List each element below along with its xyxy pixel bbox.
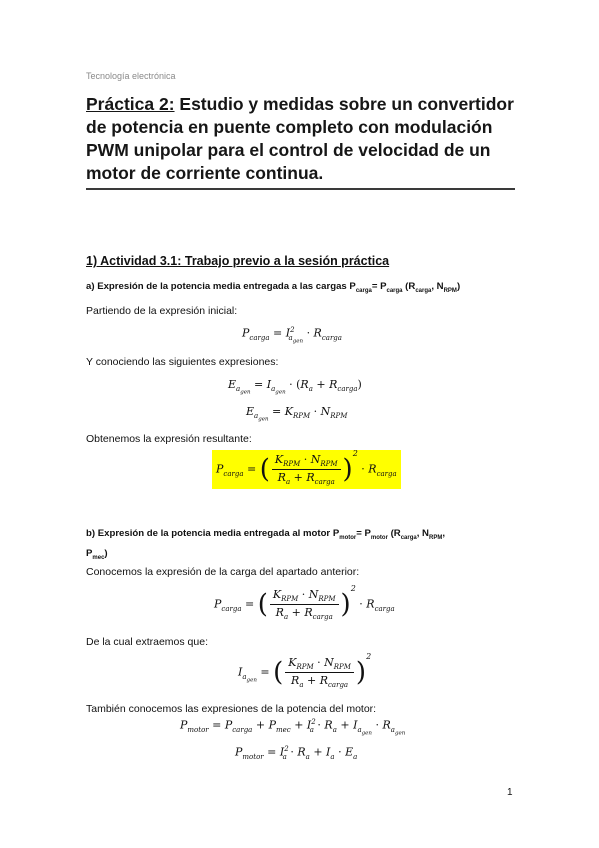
page-number: 1 — [507, 787, 513, 798]
section-heading: 1) Actividad 3.1: Trabajo previo a la sesión práctica — [86, 254, 390, 268]
paragraph-extract: De la cual extraemos que: — [86, 636, 208, 648]
equation-ea-gen-2: $E_{a_{gen}} = K_{RPM} \cdot N_{RPM}$ — [246, 405, 348, 423]
title-text: Estudio y medidas sobre un convertidor de potencia en puente completo con modulación PWM unipolar para el control de velocidad de un motor de corriente continua. — [86, 94, 514, 183]
equation-pcarga-initial: $P_{carga} = I^2_{a_{gen}} \cdot R_{carga}$ — [242, 326, 342, 345]
equation-ia-gen: $I_{a_{gen}}$ = ( $\frac{K_{RPM} \cdot N_{RPM}}{R_a + R_{carga}}$ )$^2$ — [238, 652, 372, 690]
paragraph-known-expressions: Y conociendo las siguientes expresiones: — [86, 356, 279, 368]
equation-pcarga-repeat: $P_{carga}$ = ( $\frac{K_{RPM} \cdot N_{RPM}}{R_a + R_{carga}}$ )$^2 \cdot R_{carga}$ — [214, 584, 395, 622]
paragraph-load-expression: Conocemos la expresión de la carga del apartado anterior: — [86, 566, 360, 578]
equation-pmotor-1: $P_{motor} = P_{carga} + P_{mec} + I^2_a \cdot R_a + I_{a_{gen}} \cdot R_{a_{gen}}$ — [180, 718, 406, 737]
equation-ea-gen-1: $E_{a_{gen}} = I_{a_{gen}} \cdot (R_a + R_{carga})$ — [228, 378, 362, 396]
title-divider — [86, 188, 515, 190]
title-prefix: Práctica 2: — [86, 94, 175, 114]
highlighted-result-equation: $P_{carga}$ = ( $\frac{K_{RPM} \cdot N_{RPM}}{R_a + R_{carga}}$ )$^2 \cdot R_{carga}$ — [212, 450, 401, 489]
equation-pmotor-2: $P_{motor} = I^2_a \cdot R_a + I_a \cdot E_a$ — [235, 745, 358, 761]
paragraph-initial: Partiendo de la expresión inicial: — [86, 305, 238, 317]
paragraph-motor-power: También conocemos las expresiones de la potencia del motor: — [86, 703, 377, 715]
running-header: Tecnología electrónica — [86, 71, 176, 81]
subsection-b-heading: b) Expresión de la potencia media entregada al motor $P_{motor}= P_{motor}$ ($R_{carga}$, $N_{RPM}$, $P_{mec}$) — [86, 528, 445, 561]
subsection-a-heading: a) Expresión de la potencia media entregada a las cargas $P_{carga}= P_{carga}$ ($R_{carga}$, $N_{RPM}$) — [86, 281, 461, 294]
page-title — [86, 93, 516, 185]
paragraph-resulting: Obtenemos la expresión resultante: — [86, 433, 252, 445]
